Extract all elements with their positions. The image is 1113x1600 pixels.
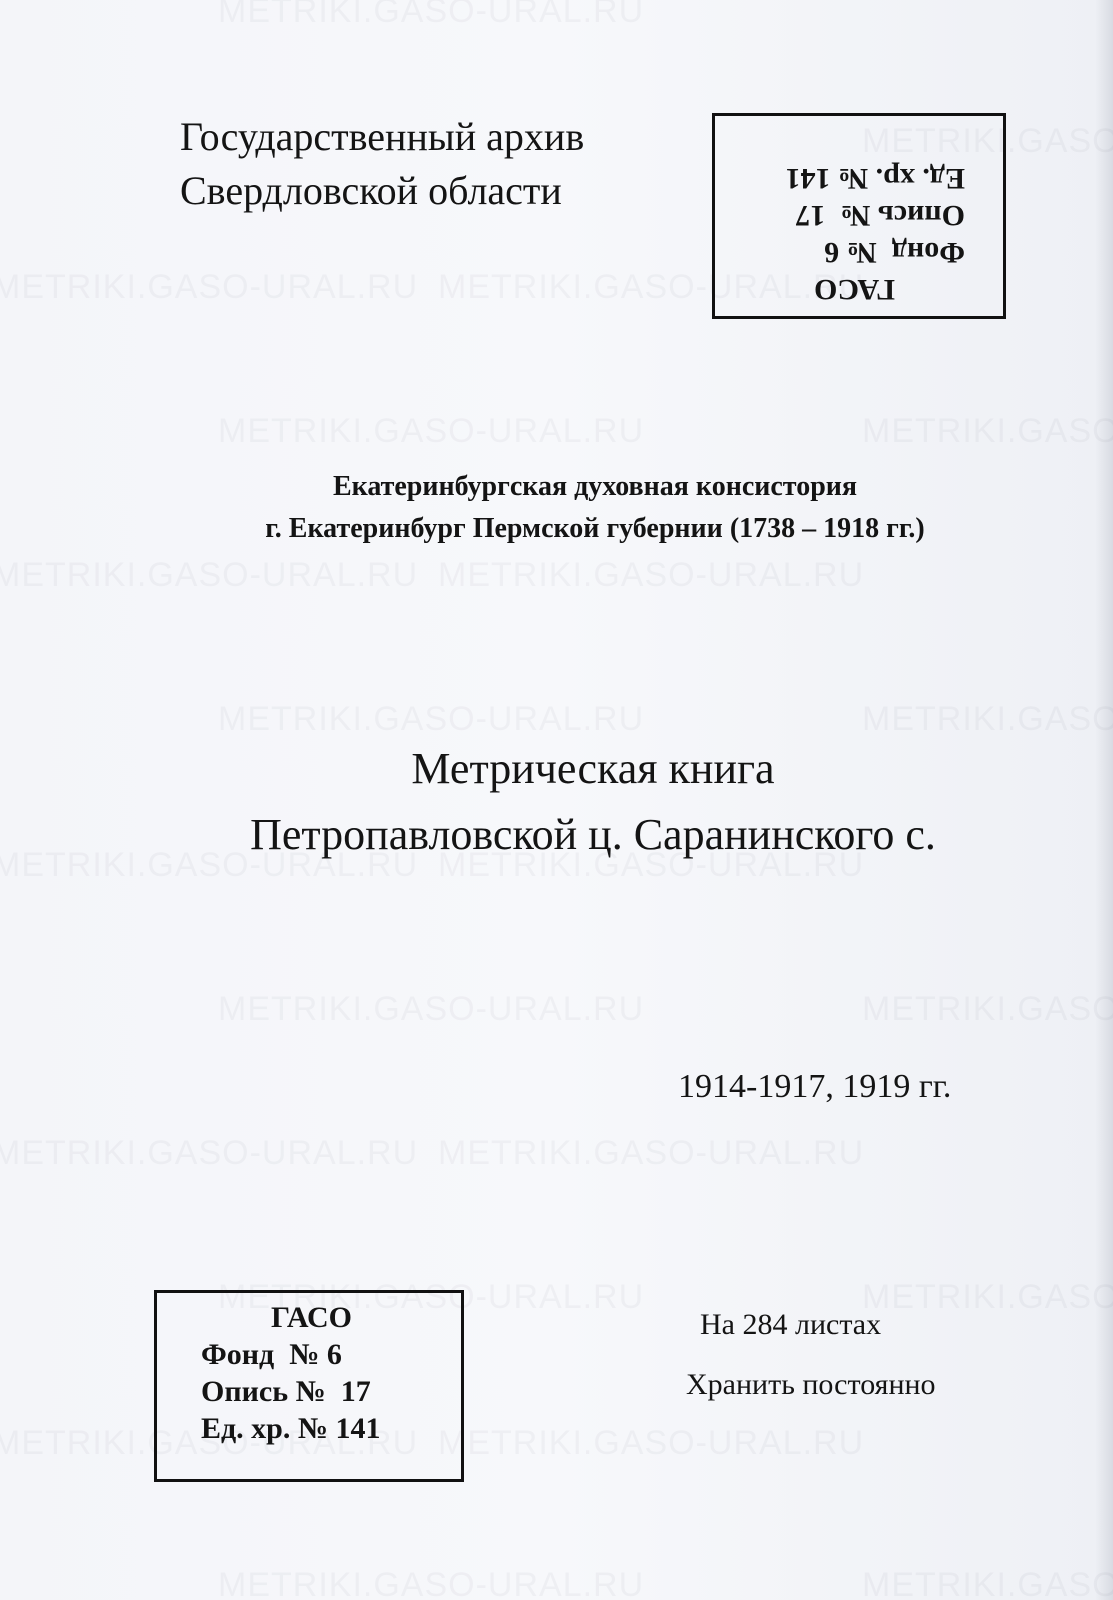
consistory-line-2: г. Екатеринбург Пермской губернии (1738 – 1918 гг.) — [265, 513, 925, 544]
stamp-opis: Опись № 17 — [795, 199, 965, 232]
watermark-text — [218, 0, 644, 31]
watermark-text — [218, 1566, 644, 1600]
archive-name-line-2: Свердловской области — [180, 168, 562, 213]
book-title — [0, 736, 1113, 868]
watermark-text — [0, 1134, 418, 1173]
watermark-text — [0, 556, 418, 595]
storage-note: Хранить постоянно — [686, 1368, 936, 1401]
stamp-title: ГАСО — [814, 273, 895, 306]
watermark-text — [862, 1566, 1113, 1600]
watermark-text — [862, 412, 1113, 451]
book-title-line-2: Петропавловской ц. Саранинского с. — [250, 810, 936, 859]
archive-name — [180, 110, 584, 218]
watermark-text — [0, 268, 418, 307]
stamp-fond: Фонд № 6 — [824, 236, 965, 269]
book-title-line-1: Метрическая книга — [411, 744, 775, 793]
consistory-heading — [0, 466, 1113, 550]
watermark-text — [862, 700, 1113, 739]
archive-stamp — [154, 1290, 464, 1482]
archive-name-line-1: Государственный архив — [180, 114, 585, 159]
watermark-text — [862, 990, 1113, 1029]
stamp-title: ГАСО — [271, 1301, 352, 1334]
watermark-text — [218, 412, 644, 451]
stamp-ed-hr: Ед. хр. № 141 — [785, 162, 965, 195]
watermark-text — [438, 556, 864, 595]
watermark-text — [862, 1278, 1113, 1317]
stamp-fond: Фонд № 6 — [201, 1338, 342, 1371]
stamp-content — [157, 1293, 461, 1447]
stamp-opis: Опись № 17 — [201, 1375, 371, 1408]
consistory-line-1: Екатеринбургская духовная консистория — [332, 471, 858, 502]
watermark-text — [218, 990, 644, 1029]
sheet-count: На 284 листах — [700, 1308, 882, 1341]
stamp-ed-hr: Ед. хр. № 141 — [201, 1412, 381, 1445]
stamp-content — [715, 116, 1003, 316]
watermark-text — [438, 1424, 864, 1463]
archive-stamp-upside-down — [712, 113, 1006, 319]
date-range: 1914-1917, 1919 гг. — [678, 1068, 952, 1105]
watermark-text — [218, 700, 644, 739]
watermark-text — [438, 1134, 864, 1173]
